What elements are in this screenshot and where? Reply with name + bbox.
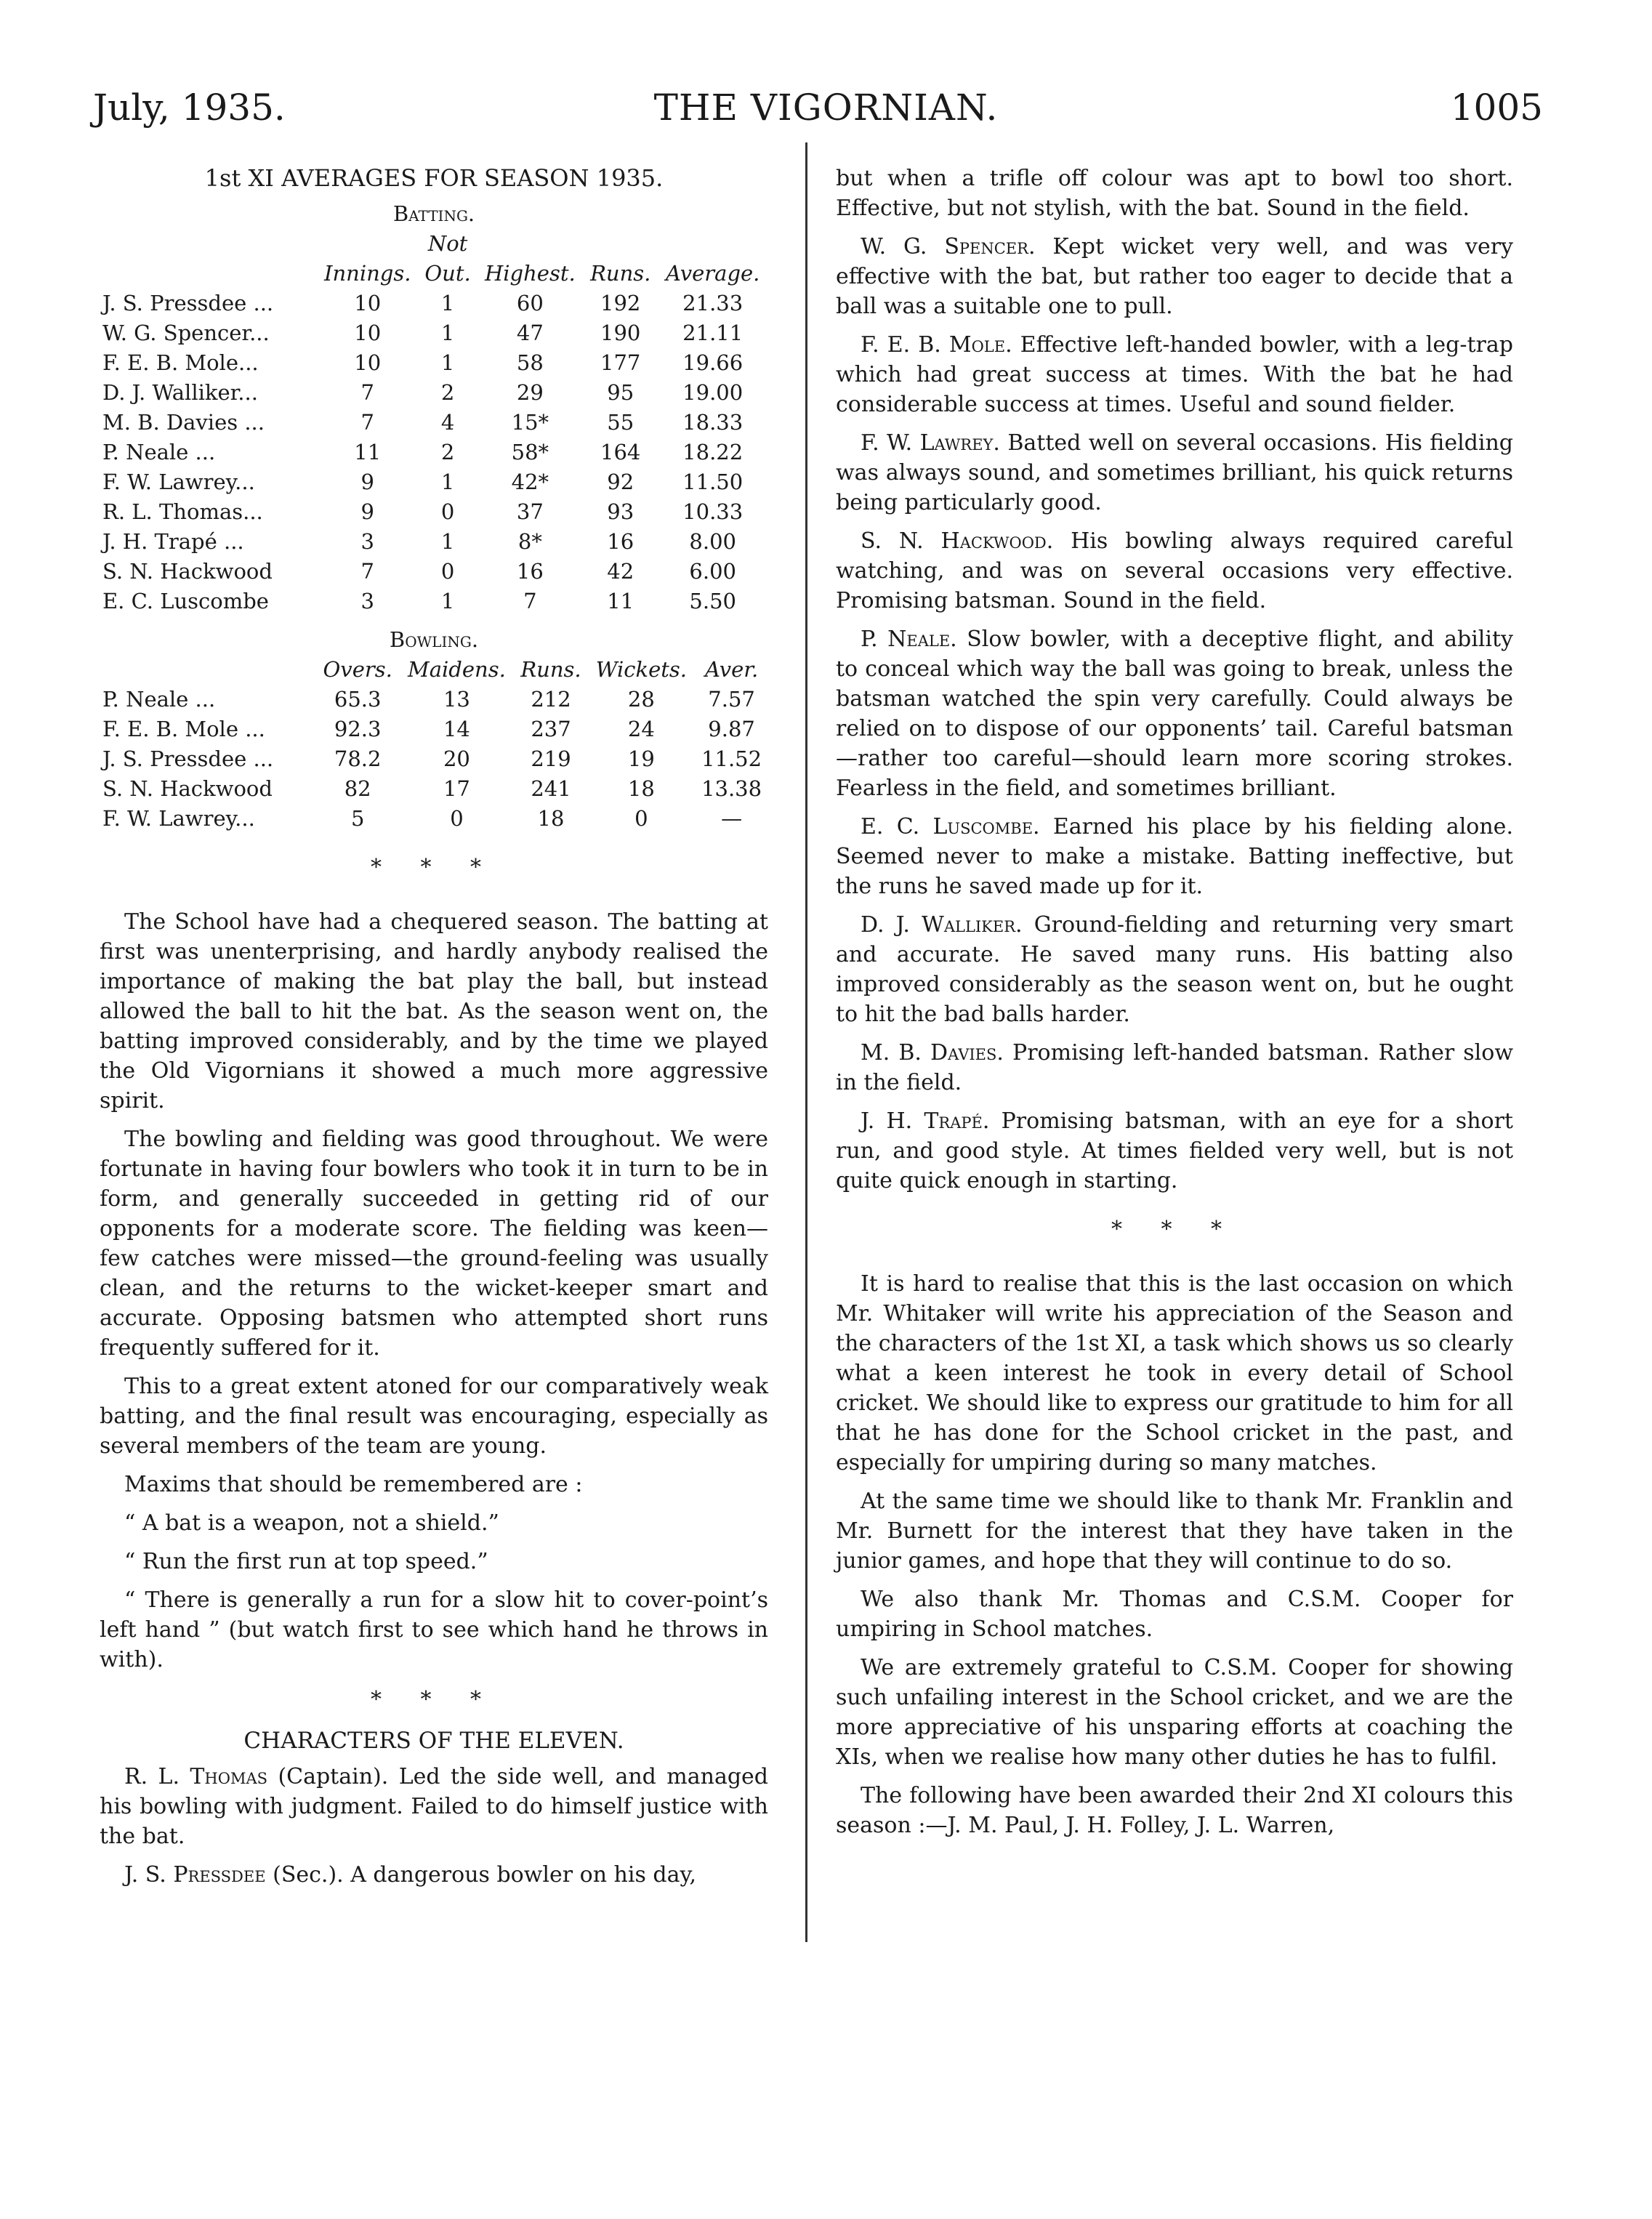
section-separator: * * * [1111,1217,1238,1242]
right-column [836,164,1513,1849]
bowling-row [100,714,768,744]
character-text: Earned his place by his fielding alone. Seemed never to make a mistake. Batting ineffective, but the runs he saved made up for it. [836,814,1513,899]
stat-cell: 11 [354,440,382,464]
stat-cell: 0 [634,806,648,831]
bowling-title: Bowling. [389,627,479,652]
closing-paragraph: It is hard to realise that this is the last occasion on which Mr. Whitaker will write his appreciation of the Season and the characters of the 1st XI, a task which shows us so clearly what a keen interest he took in every detail of School cricket. We should like to express our gratitude to him for all that he has done for the School cricket in the past, and especially for umpiring during so many matches. [836,1271,1513,1475]
stat-cell: 11.52 [701,746,762,771]
season-paragraph: This to a great extent atoned for our comparatively weak batting, and the final result was encouraging, especially as several members of the team are young. [100,1374,768,1459]
batting-row [100,557,768,587]
batting-header-cell: Runs. [590,261,651,286]
batting-row [100,497,768,527]
bowling-header-cell: Overs. [323,657,392,682]
stat-cell: 10.33 [682,499,744,524]
character-entry [836,232,1513,321]
season-paragraph: The bowling and fielding was good throughout. We were fortunate in having four bowlers who took it in turn to be in form, and generally succeeded in getting rid of our opponents for a moderate score. The fielding was keen—few catches were missed—the ground-feeling was usually clean, and the returns to the wicket-keeper smart and accurate. Opposing batsmen who attempted short runs frequently suffered for it. [100,1127,768,1361]
batting-title: Batting. [392,201,475,226]
player-name-cell: J. S. Pressdee ... [102,291,274,315]
batting-row [100,289,768,318]
batting-rows [100,289,768,616]
bowling-header-cell [100,655,316,685]
batting-header-cell [100,259,316,289]
character-name: M. B. Davies. [861,1040,1004,1066]
player-name-cell: P. Neale ... [102,440,216,464]
player-name-cell: M. B. Davies ... [102,410,265,435]
stat-cell: 5.50 [689,589,736,613]
stat-cell: 29 [516,380,544,405]
header-date: July, 1935. [93,86,286,129]
stat-cell: 0 [440,559,455,584]
batting-header-top-cell [477,229,584,259]
character-name: D. J. Walliker. [861,912,1023,938]
stat-cell: — [721,806,743,831]
stat-cell: 20 [443,746,470,771]
stat-cell: 24 [627,717,655,741]
character-entry [836,428,1513,518]
stat-cell: 55 [607,410,634,435]
character-name: R. L. Thomas [124,1764,268,1789]
stat-cell: 9.87 [708,717,755,741]
stat-cell: 3 [360,529,374,554]
closing-paragraph: At the same time we should like to thank Mr. Franklin and Mr. Burnett for the interest that they have taken in the junior games, and hope that they will continue to do so. [836,1489,1513,1574]
batting-row [100,348,768,378]
character-entry [836,330,1513,419]
character-text: Promising batsman, with an eye for a short run, and good style. At times fielded very well, but is not quite quick enough in starting. [836,1108,1513,1193]
season-paragraph: Maxims that should be remembered are : [124,1472,583,1497]
stat-cell: 28 [627,687,655,712]
player-name-cell: J. H. Trapé ... [102,529,244,554]
batting-table [100,229,768,616]
stat-cell: 11.50 [682,470,744,494]
player-name-cell: S. N. Hackwood [102,559,273,584]
stat-cell: 92.3 [334,717,382,741]
stat-cell: 10 [354,291,382,315]
stat-cell: 18.33 [682,410,744,435]
character-entry [836,812,1513,901]
player-name-cell: P. Neale ... [102,687,216,712]
player-name-cell: S. N. Hackwood [102,776,273,801]
stat-cell: 65.3 [334,687,382,712]
character-text: His bowling always required careful watching, and was on several occasions very effective. Promising batsman. Sound in the field. [836,528,1513,613]
stat-cell: 5 [350,806,365,831]
character-name: F. E. B. Mole. [861,332,1012,358]
stat-cell: 11 [607,589,634,613]
characters-title: CHARACTERS OF THE ELEVEN. [243,1728,624,1754]
character-name: J. H. Trapé. [861,1108,990,1134]
stat-cell: 8.00 [689,529,736,554]
stat-cell: 92 [607,470,634,494]
player-name-cell: D. J. Walliker... [102,380,258,405]
character-entry [836,910,1513,1029]
stat-cell: 10 [354,321,382,345]
batting-row [100,467,768,497]
character-text: Batted well on several occasions. His fielding was always sound, and sometimes brilliant, his quick returns being particularly good. [836,430,1513,515]
stat-cell: 1 [440,529,455,554]
batting-row [100,438,768,467]
character-name: J. S. Pressdee [124,1862,266,1888]
player-name-cell: F. W. Lawrey... [102,806,255,831]
stat-cell: 177 [600,350,641,375]
character-entry [836,624,1513,803]
season-paragraph: The School have had a chequered season. The batting at first was unenterprising, and hardly anybody realised the importance of making the bat play the ball, but instead allowed the ball to hit the bat. As the season went on, the batting improved considerably, and by the time we played the Old Vigornians it showed a much more aggressive spirit. [100,909,768,1113]
stat-cell: 219 [531,746,571,771]
stat-cell: 21.11 [682,321,744,345]
stat-cell: 1 [440,291,455,315]
character-entry [836,526,1513,616]
batting-header-top-cell [316,229,419,259]
stat-cell: 21.33 [682,291,744,315]
character-text: Promising left-handed batsman. Rather slow in the field. [836,1040,1513,1095]
stat-cell: 1 [440,470,455,494]
bowling-header-cell: Maidens. [408,657,506,682]
stat-cell: 60 [516,291,544,315]
stat-cell: 0 [440,499,455,524]
stat-cell: 7 [360,380,374,405]
bowling-row [100,685,768,714]
batting-header-top-cell [584,229,657,259]
stat-cell: 95 [607,380,634,405]
closing-paragraph: We also thank Mr. Thomas and C.S.M. Cooper for umpiring in School matches. [836,1587,1513,1642]
stat-cell: 16 [607,529,634,554]
player-name-cell: F. E. B. Mole... [102,350,259,375]
character-name: S. N. Hackwood. [861,528,1054,554]
bowling-header-cell: Wickets. [595,657,687,682]
stat-cell: 16 [516,559,544,584]
stat-cell: 18 [537,806,565,831]
player-name-cell: F. W. Lawrey... [102,470,255,494]
batting-header-cell: Innings. [324,261,411,286]
player-name-cell: J. S. Pressdee ... [102,746,274,771]
stat-cell: 190 [600,321,641,345]
character-entry [100,1860,768,1890]
player-name-cell: E. C. Luscombe [102,589,269,613]
section-separator: * * * [370,855,498,880]
stat-cell: 3 [360,589,374,613]
stat-cell: 1 [440,321,455,345]
character-continuation: but when a trifle off colour was apt to bowl too short. Effective, but not stylish, with the bat. Sound in the field. [836,166,1513,221]
character-text: (Sec.). A dangerous bowler on his day, [273,1862,696,1888]
character-entry [836,1106,1513,1196]
stat-cell: 37 [516,499,544,524]
stat-cell: 19.00 [682,380,744,405]
stat-cell: 192 [600,291,641,315]
stat-cell: 6.00 [689,559,736,584]
stat-cell: 13.38 [701,776,762,801]
batting-row [100,408,768,438]
stat-cell: 7 [360,410,374,435]
batting-header-cell: Average. [665,261,760,286]
character-entry [836,1038,1513,1098]
closing-paragraph: We are extremely grateful to C.S.M. Cooper for showing such unfailing interest in the School cricket, and we are the more appreciative of his unsparing efforts at coaching the XIs, when we realise how many other duties he has to fulfil. [836,1655,1513,1770]
stat-cell: 82 [344,776,371,801]
closing-paragraph: The following have been awarded their 2nd XI colours this season :—J. M. Paul, J. H. Folley, J. L. Warren, [836,1783,1513,1838]
batting-header-top-cell [100,229,316,259]
left-column [100,164,768,1898]
header-page-number: 1005 [1450,86,1543,129]
bowling-table [100,655,768,834]
character-name: E. C. Luscombe. [861,814,1040,839]
stat-cell: 1 [440,589,455,613]
character-name: W. G. Spencer. [861,234,1036,259]
stat-cell: 9 [360,470,374,494]
stat-cell: 2 [440,380,455,405]
batting-header-top [100,229,768,259]
character-text: Ground-fielding and returning very smart and accurate. He saved many runs. His batting also improved considerably as the season went on, but he ought to hit the bad balls harder. [836,912,1513,1027]
player-name-cell: W. G. Spencer... [102,321,270,345]
stat-cell: 58* [511,440,549,464]
bowling-header-cell: Runs. [520,657,581,682]
stat-cell: 47 [516,321,544,345]
player-name-cell: F. E. B. Mole ... [102,717,265,741]
maxim: “ There is generally a run for a slow hit to cover-point’s left hand ” (but watch first to see which hand he throws in with). [100,1587,768,1672]
stat-cell: 4 [440,410,455,435]
header-title: THE VIGORNIAN. [653,86,999,129]
character-text: Effective left-handed bowler, with a leg-trap which had great success at times. With the bat he had considerable success at times. Useful and sound fielder. [836,332,1513,417]
averages-title: 1st XI AVERAGES FOR SEASON 1935. [204,164,664,192]
bowling-rows [100,685,768,834]
stat-cell: 19.66 [682,350,744,375]
character-name: F. W. Lawrey. [861,430,1000,456]
batting-header-top-cell [657,229,768,259]
stat-cell: 1 [440,350,455,375]
batting-row [100,318,768,348]
stat-cell: 7 [523,589,537,613]
stat-cell: 42* [511,470,549,494]
stat-cell: 212 [531,687,571,712]
stat-cell: 0 [450,806,464,831]
stat-cell: 18.22 [682,440,744,464]
column-divider [805,142,807,1942]
bowling-row [100,744,768,774]
batting-header-top-cell: Not [427,231,468,256]
stat-cell: 241 [531,776,571,801]
stat-cell: 10 [354,350,382,375]
stat-cell: 7 [360,559,374,584]
character-text: Kept wicket very well, and was very effective with the bat, but rather too eager to decide that a ball was a suitable one to pull. [836,234,1513,319]
stat-cell: 18 [627,776,655,801]
player-name-cell: R. L. Thomas... [102,499,263,524]
character-list [836,232,1513,1196]
batting-row [100,378,768,408]
maxim: “ Run the first run at top speed.” [124,1549,488,1574]
stat-cell: 7.57 [708,687,755,712]
stat-cell: 42 [607,559,634,584]
stat-cell: 17 [443,776,470,801]
stat-cell: 78.2 [334,746,382,771]
bowling-header-row [100,655,768,685]
character-text: (Captain). Led the side well, and managed his bowling with judgment. Failed to do himself justice with the bat. [100,1764,769,1849]
character-text: Slow bowler, with a deceptive flight, and ability to conceal which way the ball was going to break, unless the batsman watched the spin very carefully. Could always be relied on to dispose of our opponents’ tail. Careful batsman—rather too careful—should learn more scoring strokes. Fearless in the field, and sometimes brilliant. [836,627,1513,801]
maxim: “ A bat is a weapon, not a shield.” [124,1510,499,1536]
batting-header-cell: Highest. [484,261,576,286]
bowling-row [100,804,768,834]
batting-row [100,527,768,557]
stat-cell: 2 [440,440,455,464]
stat-cell: 13 [443,687,470,712]
stat-cell: 93 [607,499,634,524]
stat-cell: 14 [443,717,470,741]
character-entry [100,1762,768,1851]
stat-cell: 15* [511,410,549,435]
batting-header-cell: Out. [424,261,471,286]
stat-cell: 19 [627,746,655,771]
batting-header-row [100,259,768,289]
batting-row [100,587,768,616]
bowling-row [100,774,768,804]
bowling-header-cell: Aver. [704,657,759,682]
stat-cell: 164 [600,440,641,464]
character-name: P. Neale. [861,627,957,652]
section-separator: * * * [370,1687,498,1712]
stat-cell: 9 [360,499,374,524]
stat-cell: 8* [517,529,542,554]
stat-cell: 58 [516,350,544,375]
stat-cell: 237 [531,717,571,741]
